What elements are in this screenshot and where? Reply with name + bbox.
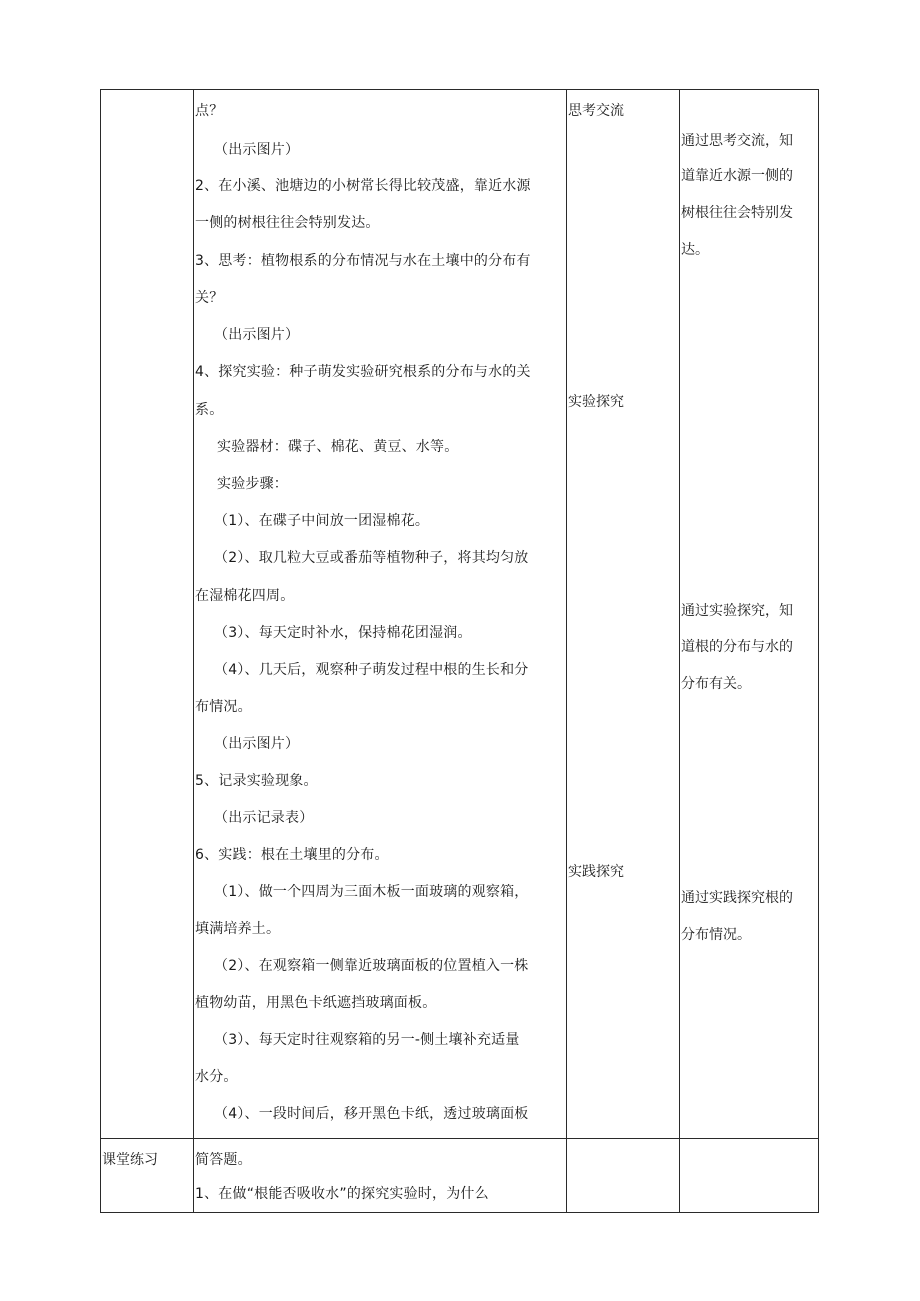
lesson-line: 6、实践：根在土壤里的分布。 — [195, 847, 389, 863]
lesson-line: 在湿棉花四周。 — [195, 588, 295, 604]
intent-line: 树根往往会特别发 — [681, 205, 793, 221]
lesson-line: 关？ — [195, 290, 224, 306]
row-divider — [100, 1138, 819, 1139]
lesson-line: 水分。 — [195, 1069, 238, 1085]
lesson-line: 3、思考：植物根系的分布情况与水在土壤中的分布有 — [195, 253, 531, 269]
lesson-line: （4）、几天后，观察种子萌发过程中根的生长和分 — [214, 662, 529, 678]
lesson-line: （2）、在观察箱一侧靠近玻璃面板的位置植入一株 — [214, 958, 529, 974]
lesson-line: 点？ — [195, 103, 224, 119]
intent-line: 达。 — [681, 242, 709, 258]
lesson-line: （3）、每天定时往观察箱的另一-侧土壤补充适量 — [214, 1032, 520, 1048]
column-divider-2 — [566, 89, 567, 1213]
lesson-line: （4）、一段时间后，移开黑色卡纸，透过玻璃面板 — [214, 1106, 529, 1122]
lesson-line: 填满培养土。 — [195, 921, 281, 937]
practice-label: 课堂练习 — [102, 1152, 158, 1168]
activity-label: 实践探究 — [568, 864, 624, 880]
intent-line: 通过实验探究，知 — [681, 603, 793, 619]
lesson-line: （3）、每天定时补水，保持棉花团湿润。 — [214, 625, 472, 641]
lesson-line: 实验步骤： — [217, 476, 288, 492]
intent-line: 分布情况。 — [681, 927, 751, 943]
column-divider-1 — [193, 89, 194, 1213]
lesson-line: （出示图片） — [214, 142, 300, 158]
lesson-line: 系。 — [195, 402, 224, 418]
intent-line: 分布有关。 — [681, 676, 751, 692]
activity-label: 实验探究 — [568, 394, 624, 410]
lesson-line: 4、探究实验：种子萌发实验研究根系的分布与水的关 — [195, 364, 531, 380]
intent-line: 道根的分布与水的 — [681, 639, 793, 655]
lesson-line: （1）、做一个四周为三面木板一面玻璃的观察箱， — [214, 884, 529, 900]
lesson-line: 植物幼苗，用黑色卡纸遮挡玻璃面板。 — [195, 995, 437, 1011]
intent-line: 道靠近水源一侧的 — [681, 168, 793, 184]
lesson-line: （出示记录表） — [214, 810, 314, 826]
lesson-line: 实验器材：碟子、棉花、黄豆、水等。 — [217, 439, 459, 455]
lesson-line: 2、在小溪、池塘边的小树常长得比较茂盛，靠近水源 — [195, 178, 531, 194]
lesson-line: （2）、取几粒大豆或番茄等植物种子，将其均匀放 — [214, 550, 529, 566]
intent-line: 通过实践探究根的 — [681, 890, 793, 906]
practice-line: 1、在做“根能否吸收水”的探究实验时，为什么 — [195, 1186, 489, 1202]
lesson-line: （1）、在碟子中间放一团湿棉花。 — [214, 513, 430, 529]
lesson-line: 5、记录实验现象。 — [195, 773, 318, 789]
intent-line: 通过思考交流，知 — [681, 133, 793, 149]
lesson-line: 一侧的树根往往会特别发达。 — [195, 215, 380, 231]
lesson-line: 布情况。 — [195, 699, 252, 715]
activity-label: 思考交流 — [568, 103, 624, 119]
practice-line: 简答题。 — [195, 1152, 252, 1168]
lesson-line: （出示图片） — [214, 736, 300, 752]
column-divider-3 — [679, 89, 680, 1213]
lesson-line: （出示图片） — [214, 327, 300, 343]
